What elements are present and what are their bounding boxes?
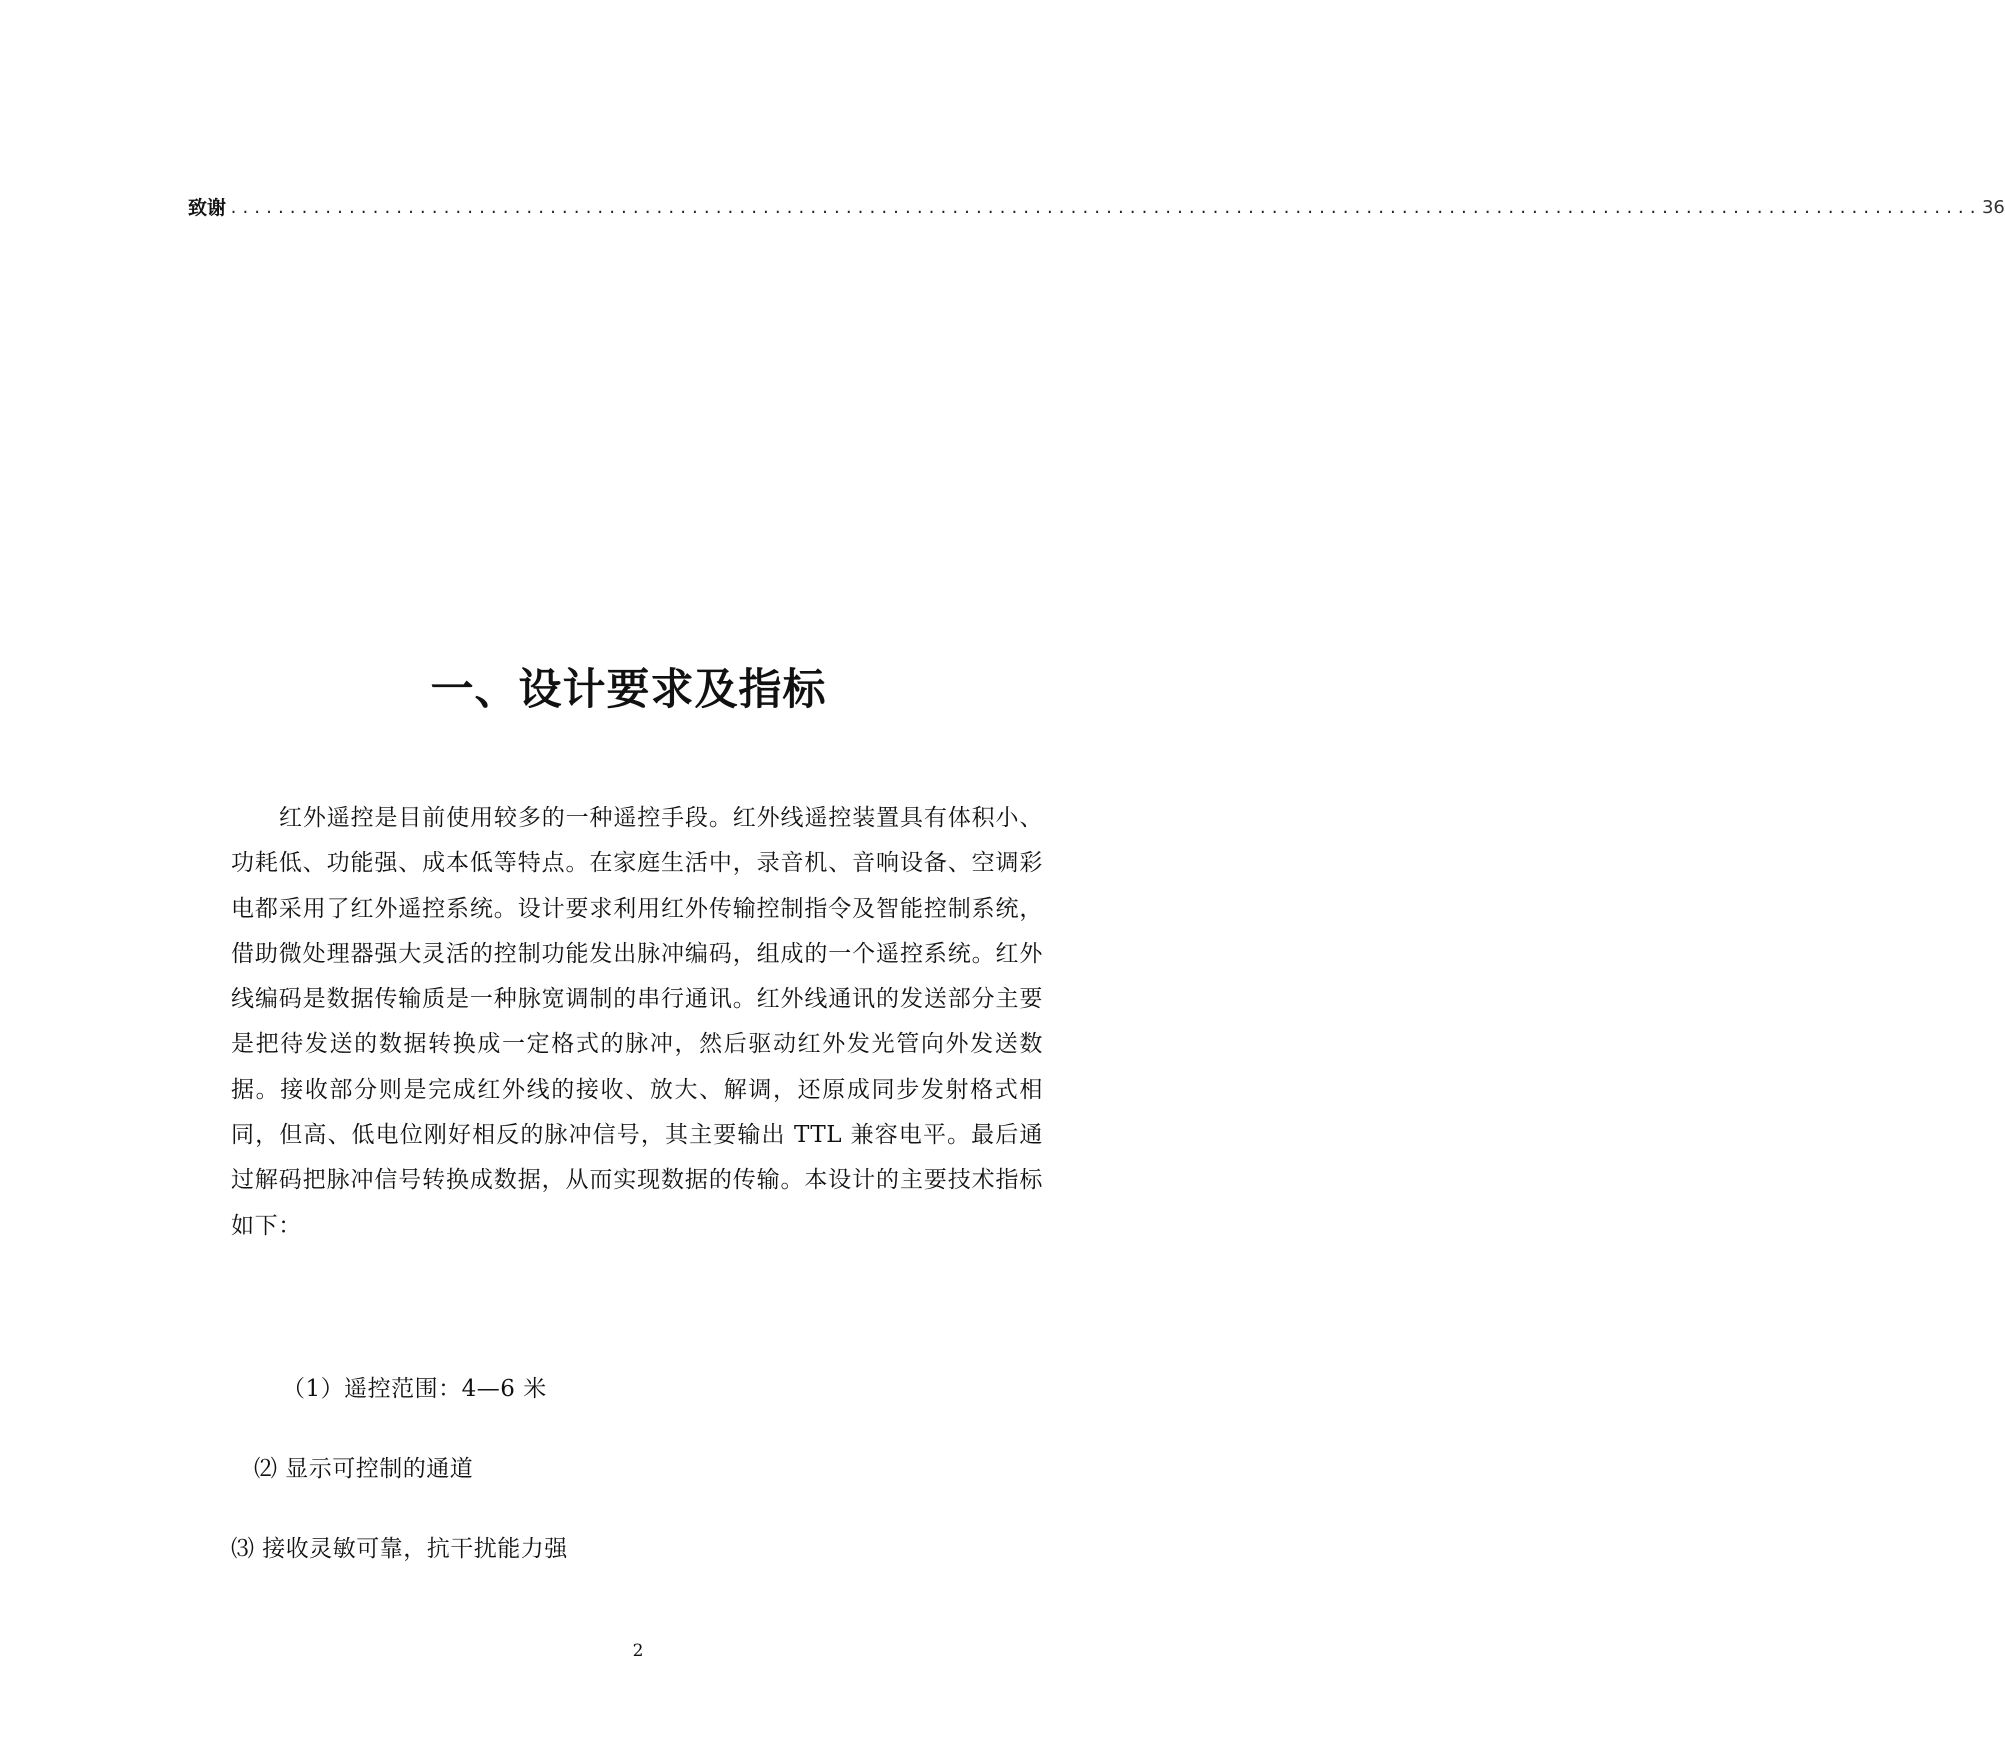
spec-item-range: （1）遥控范围：4—6 米 <box>282 1376 547 1402</box>
page-number: 2 <box>632 1641 644 1661</box>
toc-leader-dots: .................................................................................................................................................... <box>229 199 1980 217</box>
spec-item-sensitivity: ⑶ 接收灵敏可靠，抗干扰能力强 <box>231 1536 568 1562</box>
body-paragraph: 红外遥控是目前使用较多的一种遥控手段。红外线遥控装置具有体积小、功耗低、功能强、成本低等特点。在家庭生活中，录音机、音响设备、空调彩电都采用了红外遥控系统。设计要求利用红外传输控制指令及智能控制系统，借助微处理器强大灵活的控制功能发出脉冲编码，组成的一个遥控系统。红外线编码是数据传输质是一种脉宽调制的串行通讯。红外线通讯的发送部分主要是把待发送的数据转换成一定格式的脉冲，然后驱动红外发光管向外发送数据。接收部分则是完成红外线的接收、放大、解调，还原成同步发射格式相同，但高、低电位刚好相反的脉冲信号，其主要输出 TTL 兼容电平。最后通过解码把脉冲信号转换成数据，从而实现数据的传输。本设计的主要技术指标如下： <box>231 805 1043 1239</box>
toc-entry-page: 36 <box>1981 197 2005 218</box>
toc-entry-label: 致谢 <box>188 197 227 219</box>
spec-item-channel: ⑵ 显示可控制的通道 <box>254 1456 474 1482</box>
chapter-title: 一、设计要求及指标 <box>430 665 827 715</box>
toc-entry <box>188 190 2005 220</box>
